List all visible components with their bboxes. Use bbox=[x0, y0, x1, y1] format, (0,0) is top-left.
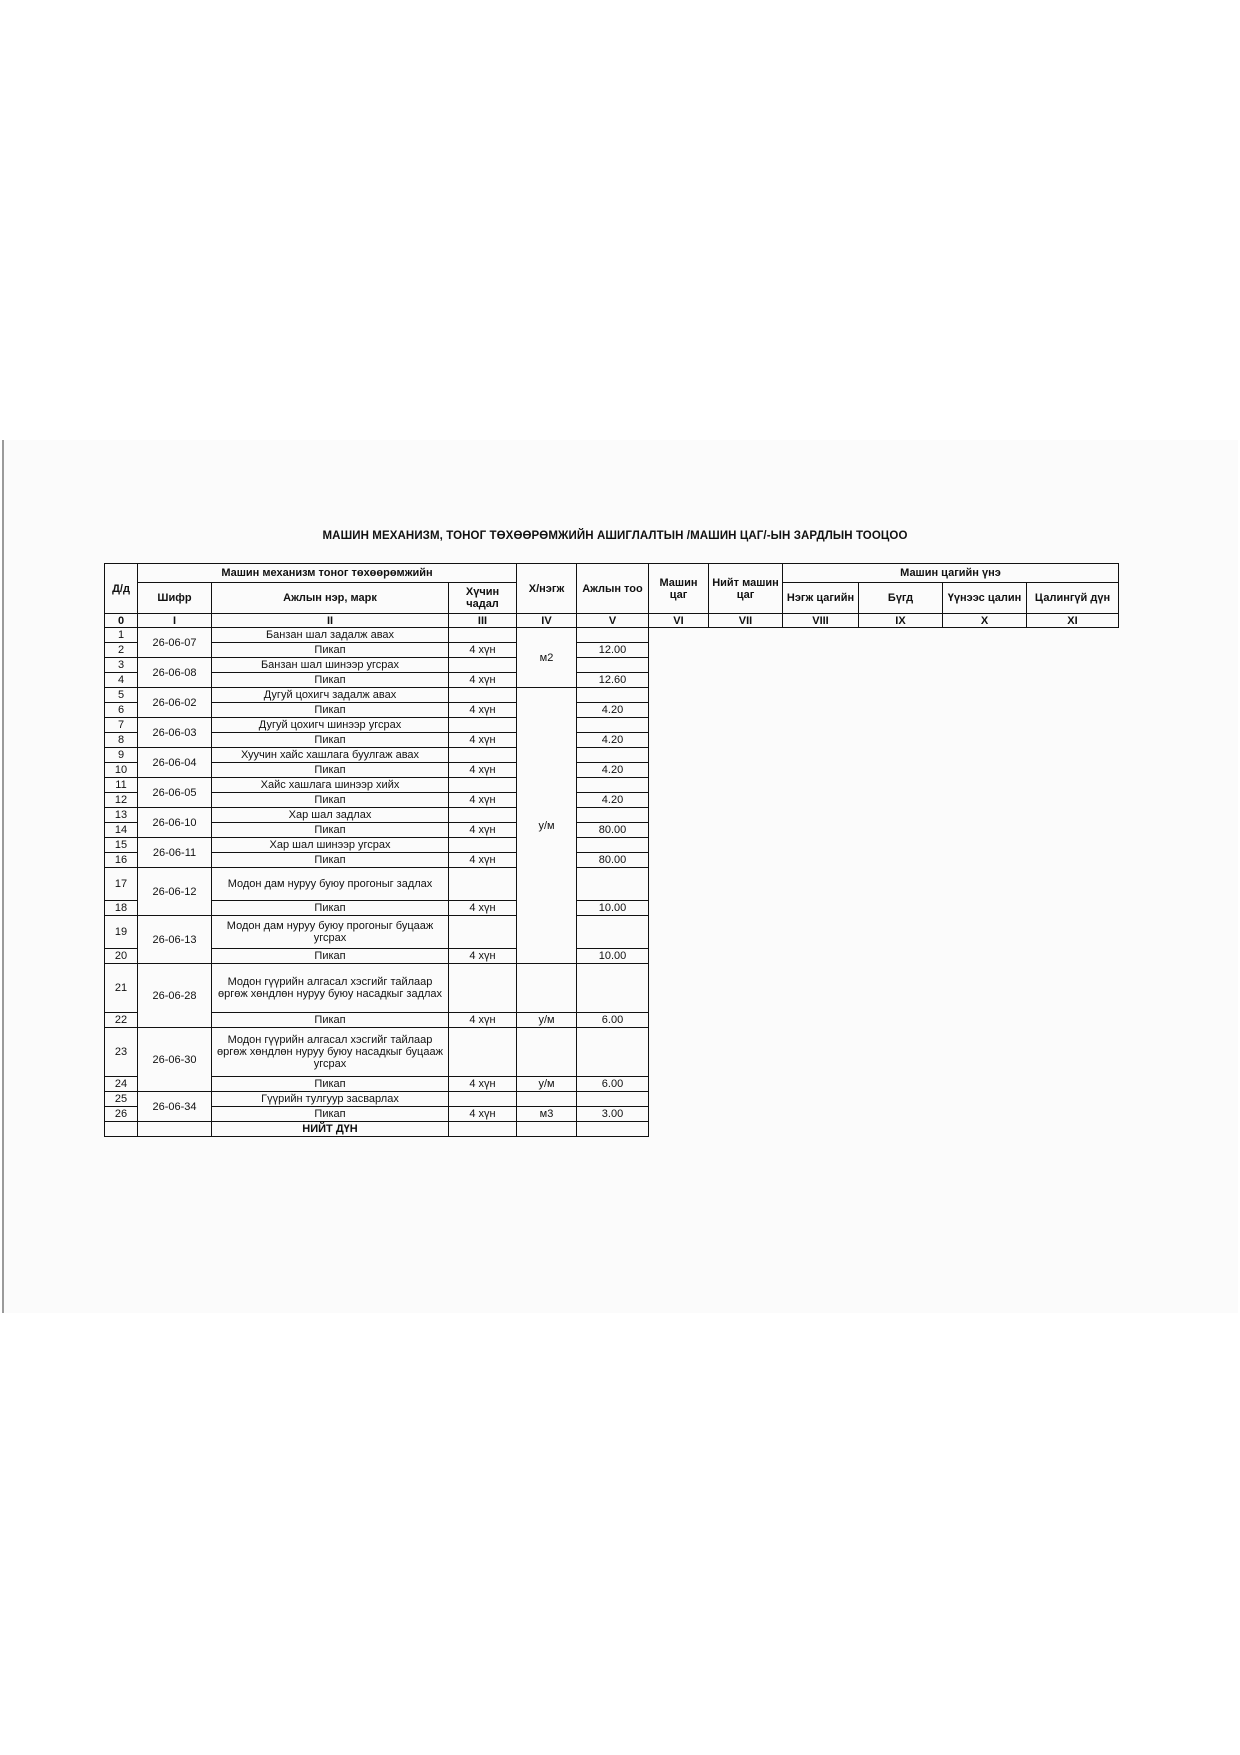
row-work-name: Пикап bbox=[212, 643, 449, 658]
header-labor: Хүчин чадал bbox=[449, 583, 517, 614]
row-labor bbox=[449, 628, 517, 643]
row-code: 26-06-08 bbox=[138, 658, 212, 688]
row-work-name: Пикап bbox=[212, 853, 449, 868]
row-work-name: Пикап bbox=[212, 949, 449, 964]
roman-cell: VI bbox=[649, 614, 709, 628]
row-number: 22 bbox=[105, 1013, 138, 1028]
row-labor bbox=[449, 778, 517, 793]
row-qty: 10.00 bbox=[577, 901, 649, 916]
row-qty: 12.00 bbox=[577, 643, 649, 658]
header-work-qty: Ажлын тоо bbox=[577, 564, 649, 614]
row-unit: у/м bbox=[517, 1077, 577, 1092]
row-qty bbox=[577, 718, 649, 733]
row-qty bbox=[577, 838, 649, 853]
row-qty bbox=[577, 916, 649, 949]
row-work-name: Пикап bbox=[212, 1013, 449, 1028]
row-qty bbox=[577, 748, 649, 763]
row-qty: 80.00 bbox=[577, 823, 649, 838]
row-labor bbox=[449, 808, 517, 823]
row-labor: 4 хүн bbox=[449, 733, 517, 748]
row-code: 26-06-03 bbox=[138, 718, 212, 748]
row-number: 9 bbox=[105, 748, 138, 763]
row-labor: 4 хүн bbox=[449, 1077, 517, 1092]
row-work-name: Дугуй цохигч задалж авах bbox=[212, 688, 449, 703]
document-title: МАШИН МЕХАНИЗМ, ТОНОГ ТӨХӨӨРӨМЖИЙН АШИГЛАЛТЫН /МАШИН ЦАГ/-ЫН ЗАРДЛЫН ТООЦОО bbox=[322, 530, 908, 542]
row-labor: 4 хүн bbox=[449, 949, 517, 964]
row-number: 25 bbox=[105, 1092, 138, 1107]
row-number: 2 bbox=[105, 643, 138, 658]
row-labor: 4 хүн bbox=[449, 1013, 517, 1028]
header-total-machine-hours: Нийт машин цаг bbox=[709, 564, 783, 614]
row-labor: 4 хүн bbox=[449, 853, 517, 868]
row-code: 26-06-13 bbox=[138, 916, 212, 964]
row-work-name: Гүүрийн тулгуур засварлах bbox=[212, 1092, 449, 1107]
header-total: Бүгд bbox=[859, 583, 943, 614]
row-work-name: Банзан шал задалж авах bbox=[212, 628, 449, 643]
row-work-name: Пикап bbox=[212, 763, 449, 778]
roman-cell: III bbox=[449, 614, 517, 628]
row-labor: 4 хүн bbox=[449, 643, 517, 658]
row-work-name: Хар шал шинээр угсрах bbox=[212, 838, 449, 853]
row-code: 26-06-11 bbox=[138, 838, 212, 868]
row-number: 1 bbox=[105, 628, 138, 643]
row-labor: 4 хүн bbox=[449, 703, 517, 718]
row-labor bbox=[449, 964, 517, 1013]
row-work-name: Хуучин хайс хашлага буулгаж авах bbox=[212, 748, 449, 763]
row-number: 14 bbox=[105, 823, 138, 838]
row-unit: м2 bbox=[517, 628, 577, 688]
row-number: 5 bbox=[105, 688, 138, 703]
row-work-name: Модон гүүрийн алгасал хэсгийг тайлаар өргөж хөндлөн нуруу буюу насадкыг буцааж угсрах bbox=[212, 1028, 449, 1077]
row-number: 17 bbox=[105, 868, 138, 901]
row-unit: м3 bbox=[517, 1107, 577, 1122]
row-labor bbox=[449, 748, 517, 763]
row-number: 20 bbox=[105, 949, 138, 964]
row-qty: 10.00 bbox=[577, 949, 649, 964]
roman-cell: XI bbox=[1027, 614, 1119, 628]
row-labor: 4 хүн bbox=[449, 823, 517, 838]
row-number: 7 bbox=[105, 718, 138, 733]
row-labor bbox=[449, 1092, 517, 1107]
row-labor: 4 хүн bbox=[449, 901, 517, 916]
total-row bbox=[105, 1122, 1119, 1137]
row-qty bbox=[577, 1028, 649, 1077]
row-number: 21 bbox=[105, 964, 138, 1013]
row-qty bbox=[577, 628, 649, 643]
row-code: 26-06-30 bbox=[138, 1028, 212, 1092]
row-labor bbox=[449, 916, 517, 949]
row-qty bbox=[577, 868, 649, 901]
roman-cell: IX bbox=[859, 614, 943, 628]
row-number: 8 bbox=[105, 733, 138, 748]
header-code: Шифр bbox=[138, 583, 212, 614]
row-number: 24 bbox=[105, 1077, 138, 1092]
row-qty: 80.00 bbox=[577, 853, 649, 868]
row-labor bbox=[449, 718, 517, 733]
row-number: 11 bbox=[105, 778, 138, 793]
row-labor bbox=[449, 688, 517, 703]
row-work-name: Хар шал задлах bbox=[212, 808, 449, 823]
row-work-name: Пикап bbox=[212, 1107, 449, 1122]
row-labor: 4 хүн bbox=[449, 793, 517, 808]
row-qty: 12.60 bbox=[577, 673, 649, 688]
row-qty: 6.00 bbox=[577, 1077, 649, 1092]
header-without-wage: Цалингүй дүн bbox=[1027, 583, 1119, 614]
row-qty: 4.20 bbox=[577, 763, 649, 778]
row-number: 23 bbox=[105, 1028, 138, 1077]
row-work-name: Модон гүүрийн алгасал хэсгийг тайлаар өргөж хөндлөн нуруу буюу насадкыг задлах bbox=[212, 964, 449, 1013]
row-labor: 4 хүн bbox=[449, 1107, 517, 1122]
header-dd: Д/д bbox=[105, 564, 138, 614]
row-code: 26-06-10 bbox=[138, 808, 212, 838]
row-work-name: Модон дам нуруу буюу прогоныг задлах bbox=[212, 868, 449, 901]
row-qty bbox=[577, 1092, 649, 1107]
row-code: 26-06-04 bbox=[138, 748, 212, 778]
roman-numeral-row bbox=[105, 614, 1119, 628]
row-work-name: Пикап bbox=[212, 1077, 449, 1092]
row-qty: 4.20 bbox=[577, 703, 649, 718]
row-number: 15 bbox=[105, 838, 138, 853]
row-code: 26-06-28 bbox=[138, 964, 212, 1028]
row-labor bbox=[449, 658, 517, 673]
roman-cell: X bbox=[943, 614, 1027, 628]
roman-cell: VII bbox=[709, 614, 783, 628]
row-qty: 3.00 bbox=[577, 1107, 649, 1122]
row-work-name: Модон дам нуруу буюу прогоныг буцааж угсрах bbox=[212, 916, 449, 949]
roman-cell: IV bbox=[517, 614, 577, 628]
header-wage-included: Үүнээс цалин bbox=[943, 583, 1027, 614]
row-code: 26-06-34 bbox=[138, 1092, 212, 1122]
row-work-name: Дугуй цохигч шинээр угсрах bbox=[212, 718, 449, 733]
header-equipment-group: Машин механизм тоног төхөөрөмжийн bbox=[138, 564, 517, 583]
row-number: 6 bbox=[105, 703, 138, 718]
row-work-name: Пикап bbox=[212, 673, 449, 688]
row-qty: 6.00 bbox=[577, 1013, 649, 1028]
row-number: 4 bbox=[105, 673, 138, 688]
row-unit: у/м bbox=[517, 688, 577, 964]
header-unit: Х/нэгж bbox=[517, 564, 577, 614]
header-machine-hours: Машин цаг bbox=[649, 564, 709, 614]
row-labor bbox=[449, 868, 517, 901]
row-work-name: Хайс хашлага шинээр хийх bbox=[212, 778, 449, 793]
header-work-name: Ажлын нэр, марк bbox=[212, 583, 449, 614]
roman-cell: V bbox=[577, 614, 649, 628]
row-work-name: Пикап bbox=[212, 793, 449, 808]
row-code: 26-06-05 bbox=[138, 778, 212, 808]
row-number: 18 bbox=[105, 901, 138, 916]
row-work-name: Пикап bbox=[212, 823, 449, 838]
row-labor: 4 хүн bbox=[449, 673, 517, 688]
row-work-name: Банзан шал шинээр угсрах bbox=[212, 658, 449, 673]
row-code: 26-06-07 bbox=[138, 628, 212, 658]
row-qty: 4.20 bbox=[577, 793, 649, 808]
row-code: 26-06-02 bbox=[138, 688, 212, 718]
row-labor bbox=[449, 1028, 517, 1077]
roman-cell: 0 bbox=[105, 614, 138, 628]
row-qty bbox=[577, 658, 649, 673]
total-label: НИЙТ ДҮН bbox=[212, 1122, 449, 1137]
row-labor bbox=[449, 838, 517, 853]
row-qty bbox=[577, 808, 649, 823]
row-work-name: Пикап bbox=[212, 901, 449, 916]
row-unit: у/м bbox=[517, 1013, 577, 1028]
table-row bbox=[105, 628, 1119, 643]
row-qty: 4.20 bbox=[577, 733, 649, 748]
machine-cost-table bbox=[104, 563, 1119, 1137]
roman-cell: I bbox=[138, 614, 212, 628]
row-qty bbox=[577, 688, 649, 703]
row-code: 26-06-12 bbox=[138, 868, 212, 916]
row-number: 16 bbox=[105, 853, 138, 868]
row-number: 10 bbox=[105, 763, 138, 778]
row-number: 13 bbox=[105, 808, 138, 823]
row-number: 26 bbox=[105, 1107, 138, 1122]
row-labor: 4 хүн bbox=[449, 763, 517, 778]
roman-cell: II bbox=[212, 614, 449, 628]
row-number: 12 bbox=[105, 793, 138, 808]
row-work-name: Пикап bbox=[212, 703, 449, 718]
roman-cell: VIII bbox=[783, 614, 859, 628]
row-work-name: Пикап bbox=[212, 733, 449, 748]
row-qty bbox=[577, 964, 649, 1013]
header-unit-hour: Нэгж цагийн bbox=[783, 583, 859, 614]
row-number: 3 bbox=[105, 658, 138, 673]
row-number: 19 bbox=[105, 916, 138, 949]
header-price-group: Машин цагийн үнэ bbox=[783, 564, 1119, 583]
row-qty bbox=[577, 778, 649, 793]
